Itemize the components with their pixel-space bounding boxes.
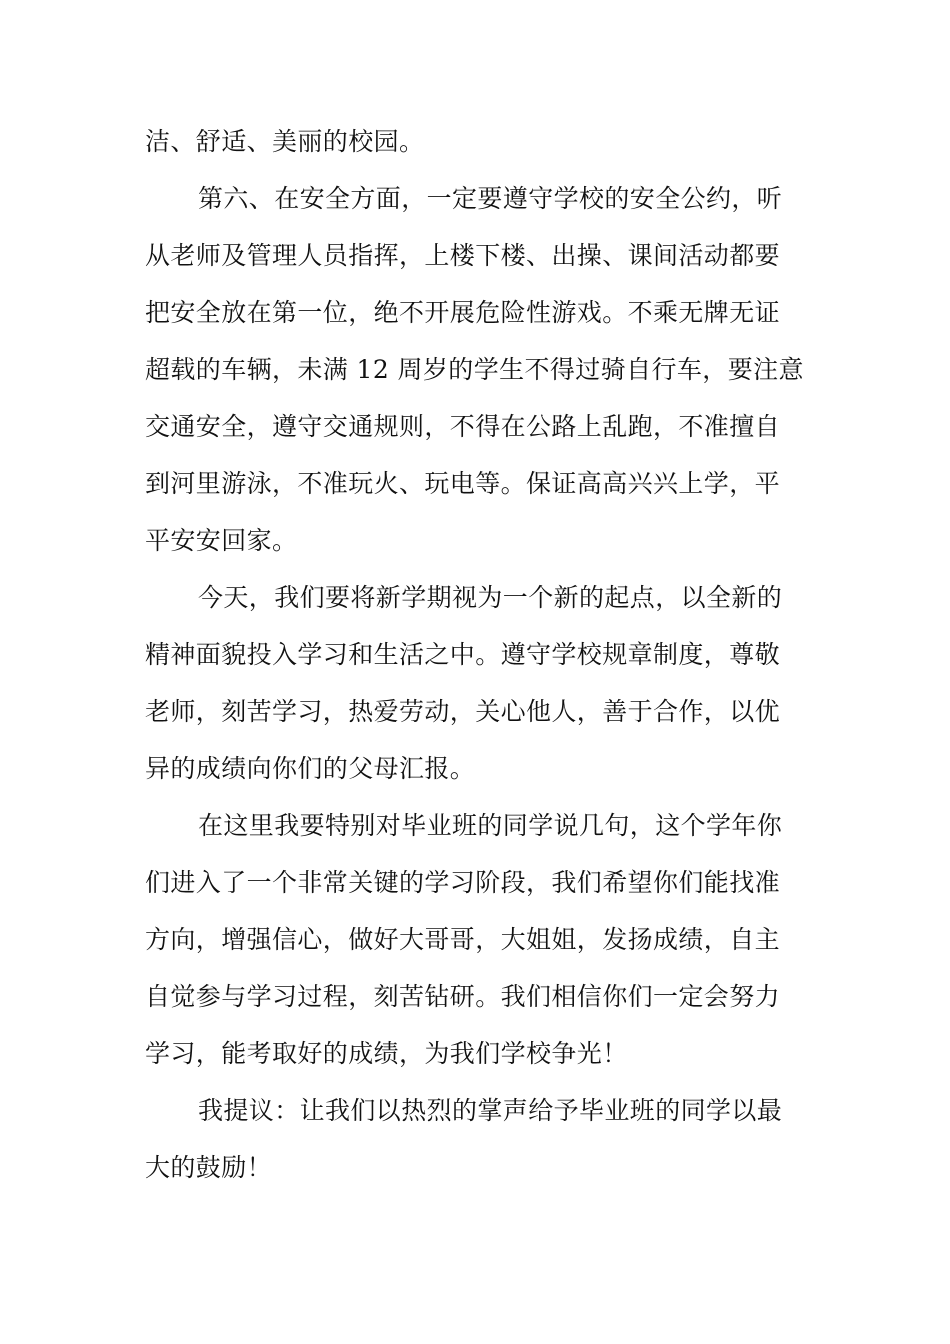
text-line: 方向，增强信心，做好大哥哥，大姐姐，发扬成绩，自主 (145, 925, 781, 954)
text-line: 交通安全，遵守交通规则，不得在公路上乱跑，不准擅自 (145, 412, 781, 441)
text-line: 平安安回家。 (145, 526, 298, 555)
paragraph-start-line: 在这里我要特别对毕业班的同学说几句，这个学年你 (198, 811, 783, 840)
text-line: 到河里游泳，不准玩火、玩电等。保证高高兴兴上学，平 (145, 469, 781, 498)
paragraph-start-line: 我提议：让我们以热烈的掌声给予毕业班的同学以最 (198, 1096, 783, 1125)
text-line: 精神面貌投入学习和生活之中。遵守学校规章制度，尊敬 (145, 640, 781, 669)
paragraph-start-line: 第六、在安全方面，一定要遵守学校的安全公约，听 (198, 184, 783, 213)
text-line: 异的成绩向你们的父母汇报。 (145, 754, 476, 783)
text-line: 学习，能考取好的成绩，为我们学校争光！ (145, 1039, 628, 1068)
text-line: 自觉参与学习过程，刻苦钻研。我们相信你们一定会努力 (145, 982, 781, 1011)
text-line: 从老师及管理人员指挥，上楼下楼、出操、课间活动都要 (145, 241, 781, 270)
text-line: 们进入了一个非常关键的学习阶段，我们希望你们能找准 (145, 868, 781, 897)
text-line: 把安全放在第一位，绝不开展危险性游戏。不乘无牌无证 (145, 298, 781, 327)
text-line: 超载的车辆，未满 12 周岁的学生不得过骑自行车，要注意 (145, 355, 804, 384)
text-line: 大的鼓励！ (145, 1153, 273, 1182)
text-line: 老师，刻苦学习，热爱劳动，关心他人，善于合作，以优 (145, 697, 781, 726)
paragraph-start-line: 今天，我们要将新学期视为一个新的起点，以全新的 (198, 583, 783, 612)
text-line: 洁、舒适、美丽的校园。 (145, 127, 425, 156)
